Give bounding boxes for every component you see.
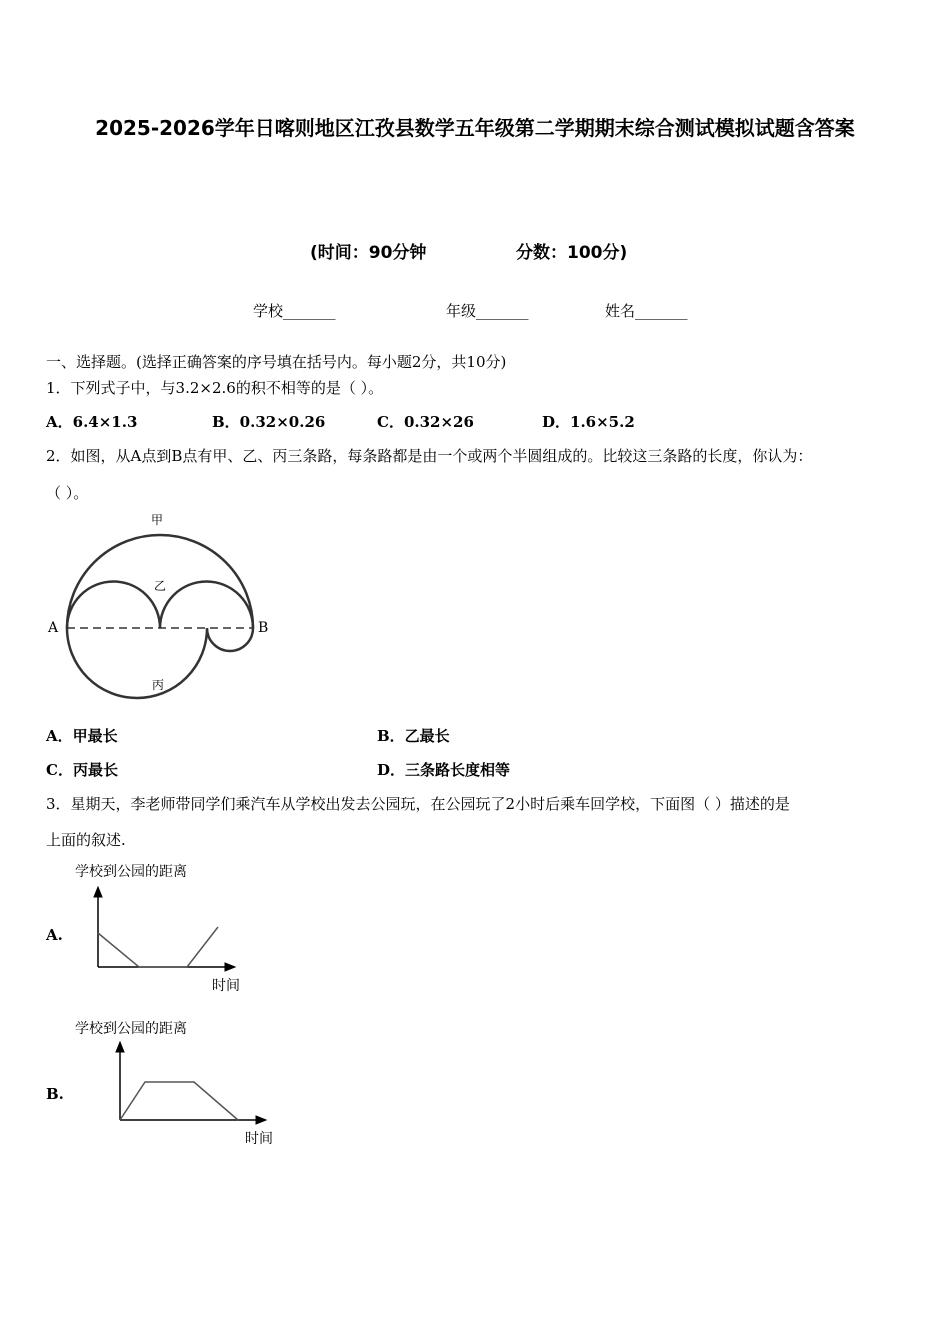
question-3-stem-cont: 上面的叙述. [46, 831, 126, 849]
q2-option-c: C．丙最长 [46, 761, 118, 779]
graph-b-line [120, 1082, 238, 1120]
graph-b [116, 1042, 266, 1124]
q1-option-a: A．6.4×1.3 [46, 413, 138, 431]
label-bing: 丙 [152, 678, 165, 692]
q2-option-a: A．甲最长 [46, 727, 118, 745]
q2-option-b: B．乙最长 [377, 727, 450, 745]
q1-option-d: D．1.6×5.2 [542, 413, 635, 431]
exam-score: 分数：100分) [516, 243, 628, 263]
q2-option-d: D．三条路长度相等 [377, 761, 511, 779]
graph-b-ylabel: 学校到公园的距离 [75, 1021, 187, 1037]
q1-option-b: B．0.32×0.26 [212, 413, 326, 431]
graph-b-option-label: B. [46, 1085, 64, 1103]
question-1-stem: 1．下列式子中，与3.2×2.6的积不相等的是（ ）。 [46, 379, 384, 397]
document-title: 2025-2026学年日喀则地区江孜县数学五年级第二学期期末综合测试模拟试题含答案 [95, 116, 855, 140]
graph-b-xlabel: 时间 [245, 1131, 273, 1147]
section-heading: 一、选择题。(选择正确答案的序号填在括号内。每小题2分，共10分) [46, 353, 507, 371]
label-jia: 甲 [151, 513, 164, 527]
graph-a-xlabel: 时间 [212, 978, 240, 994]
graph-a-option-label: A. [46, 926, 63, 944]
name-field: 姓名_______ [605, 302, 688, 320]
label-yi: 乙 [154, 579, 167, 593]
q1-option-c: C．0.32×26 [377, 413, 474, 431]
graph-a-line [98, 927, 218, 967]
question-2-stem-cont: （ ）。 [46, 484, 89, 502]
grade-field: 年级_______ [446, 302, 529, 320]
graph-a [94, 887, 235, 971]
exam-time: (时间：90分钟 [310, 243, 427, 263]
label-a: A [48, 620, 59, 636]
semicircle-paths-diagram [67, 535, 253, 698]
question-2-stem: 2．如图，从A点到B点有甲、乙、丙三条路，每条路都是由一个或两个半圆组成的。比较这三条路的长度，你认为： [46, 447, 813, 465]
school-field: 学校_______ [253, 302, 336, 320]
label-b: B [258, 620, 269, 636]
question-3-stem: 3．星期天，李老师带同学们乘汽车从学校出发去公园玩，在公园玩了2小时后乘车回学校，下面图（ ）描述的是 [46, 795, 790, 813]
graph-a-ylabel: 学校到公园的距离 [75, 864, 187, 880]
